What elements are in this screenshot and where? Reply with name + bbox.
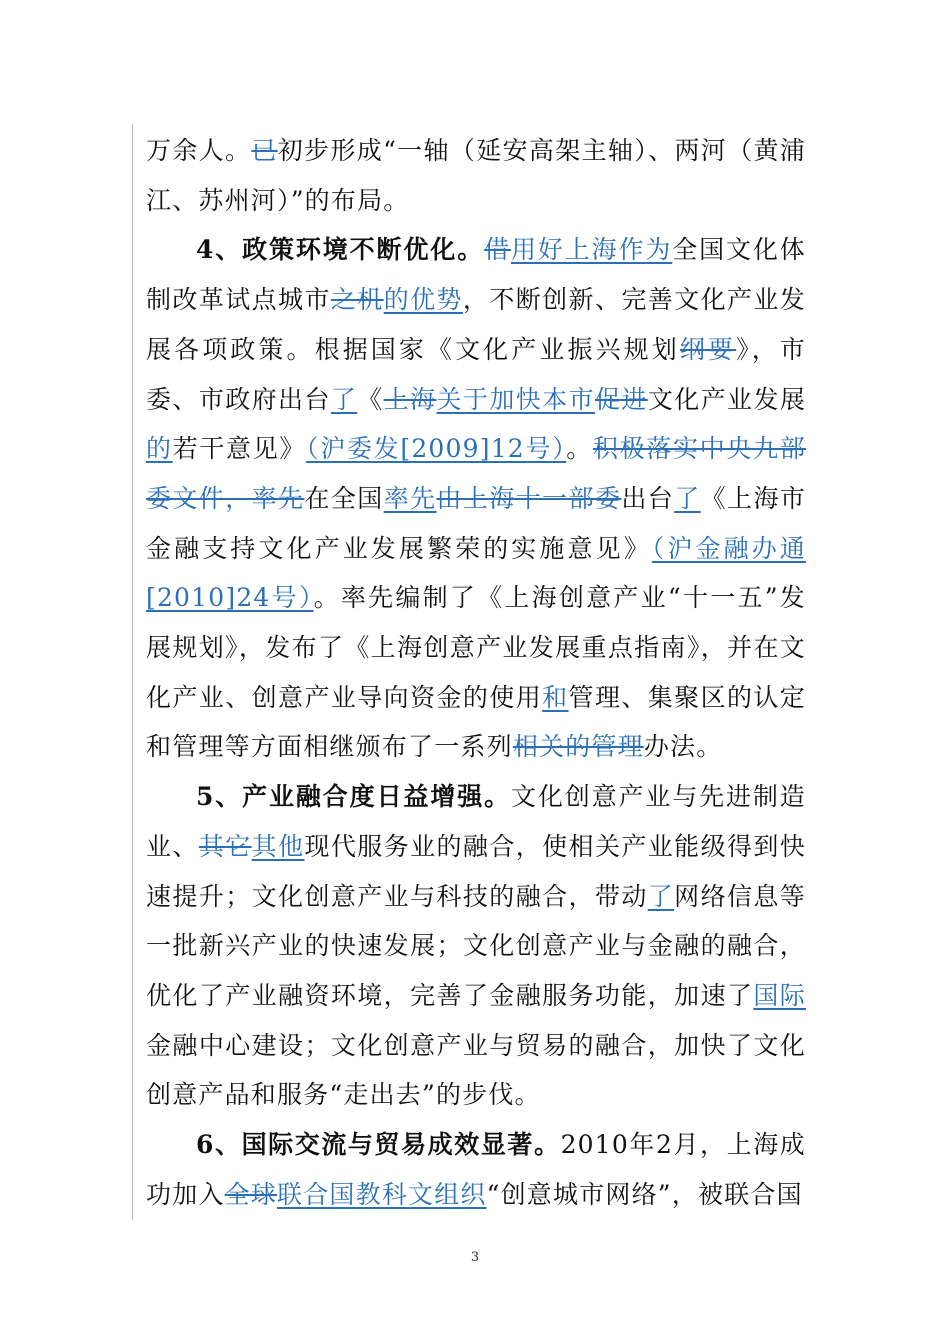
text-run: 《 — [357, 384, 384, 414]
text-run: 现代服务业的融合，使相关产业能级得到快速提升；文化创意产业与科技的融合，带动 — [146, 831, 807, 911]
text-run: 2010年2月，上海成功加入 — [146, 1130, 806, 1209]
inserted-text: 了 — [647, 881, 675, 911]
paragraph-1 — [146, 126, 806, 225]
paragraph-policy — [146, 225, 806, 772]
paragraph-industry-integration — [146, 772, 806, 1120]
text-run: 》，市委、市政府出台 — [146, 334, 806, 414]
text-run: 办法。 — [643, 732, 723, 762]
deleted-text: 纲要 — [679, 334, 737, 364]
inserted-text: 的 — [146, 434, 173, 464]
deleted-text: 其它 — [198, 831, 252, 861]
inserted-text: 国际 — [753, 980, 806, 1010]
inserted-text: 了 — [674, 483, 701, 513]
deleted-text: 积极落实中央九部委文件，率先 — [146, 434, 806, 513]
paragraph-international-exchange — [146, 1120, 806, 1219]
deleted-text: 之机 — [330, 285, 384, 315]
inserted-text: 联合国教科文组织 — [277, 1179, 487, 1209]
inserted-text: 关于加快本市 — [436, 384, 595, 414]
deleted-text: 全球 — [224, 1179, 278, 1209]
inserted-text: 用好上海作为 — [510, 235, 673, 265]
heading-run: 5、产业融合度日益增强。 — [196, 782, 511, 812]
inserted-text: （沪金融办通[2010]24号） — [146, 533, 806, 613]
text-run: 。 — [566, 434, 593, 464]
text-run: 《上海市金融支持文化产业发展繁荣的实施意见》 — [146, 483, 807, 563]
text-run: 网络信息等一批新兴产业的快速发展；文化创意产业与金融的融合，优化了产业融资环境，完善了金融服务功能，加速了 — [146, 881, 807, 1010]
document-body — [146, 126, 806, 1219]
deleted-text: 促进 — [594, 384, 648, 414]
text-run: 文化产业发展 — [647, 384, 807, 414]
text-run: 初步形成“一轴（延安高架主轴）、两河（黄浦江、苏州河）”的布局。 — [146, 136, 807, 215]
text-run: 在全国 — [304, 483, 384, 513]
deleted-text: 相关的管理 — [512, 732, 644, 762]
deleted-text: 由上海十一部委 — [436, 483, 622, 513]
text-run: 全国文化体制改革试点城市 — [146, 235, 807, 315]
deleted-text: 借 — [484, 235, 511, 265]
heading-run: 6、国际交流与贸易成效显著。 — [196, 1130, 561, 1160]
text-run: “创意城市网络”，被联合国 — [486, 1179, 803, 1209]
inserted-text: 率先 — [383, 483, 437, 513]
inserted-text: 其他 — [251, 831, 305, 861]
deleted-text: 上海 — [383, 384, 437, 414]
text-run: 文化创意产业与先进制造业、 — [146, 782, 807, 861]
text-run: ，不断创新、完善文化产业发展各项政策。根据国家《文化产业振兴规划 — [146, 285, 807, 364]
heading-run: 4、政策环境不断优化。 — [196, 235, 485, 265]
text-run: 若干意见》 — [172, 434, 307, 464]
text-run: 金融中心建设；文化创意产业与贸易的融合，加快了文化创意产品和服务“走出去”的步伐。 — [146, 1030, 806, 1110]
page-number: 3 — [470, 1250, 480, 1265]
inserted-text: 的优势 — [383, 285, 463, 315]
text-run: 管理、集聚区的认定和管理等方面相继颁布了一系列 — [146, 682, 806, 762]
text-run: 万余人。 — [146, 136, 252, 165]
text-run: 。率先编制了《上海创意产业“十一五”发展规划》，发布了《上海创意产业发展重点指南》，并在文化产业、创意产业导向资金的使用 — [146, 583, 806, 712]
text-run: 出台 — [621, 483, 675, 513]
deleted-text: 已 — [251, 136, 278, 165]
inserted-text: 了 — [330, 384, 358, 414]
revision-margin-line — [132, 124, 133, 1220]
inserted-text: （沪委发[2009]12号） — [306, 434, 567, 464]
inserted-text: 和 — [542, 682, 569, 712]
